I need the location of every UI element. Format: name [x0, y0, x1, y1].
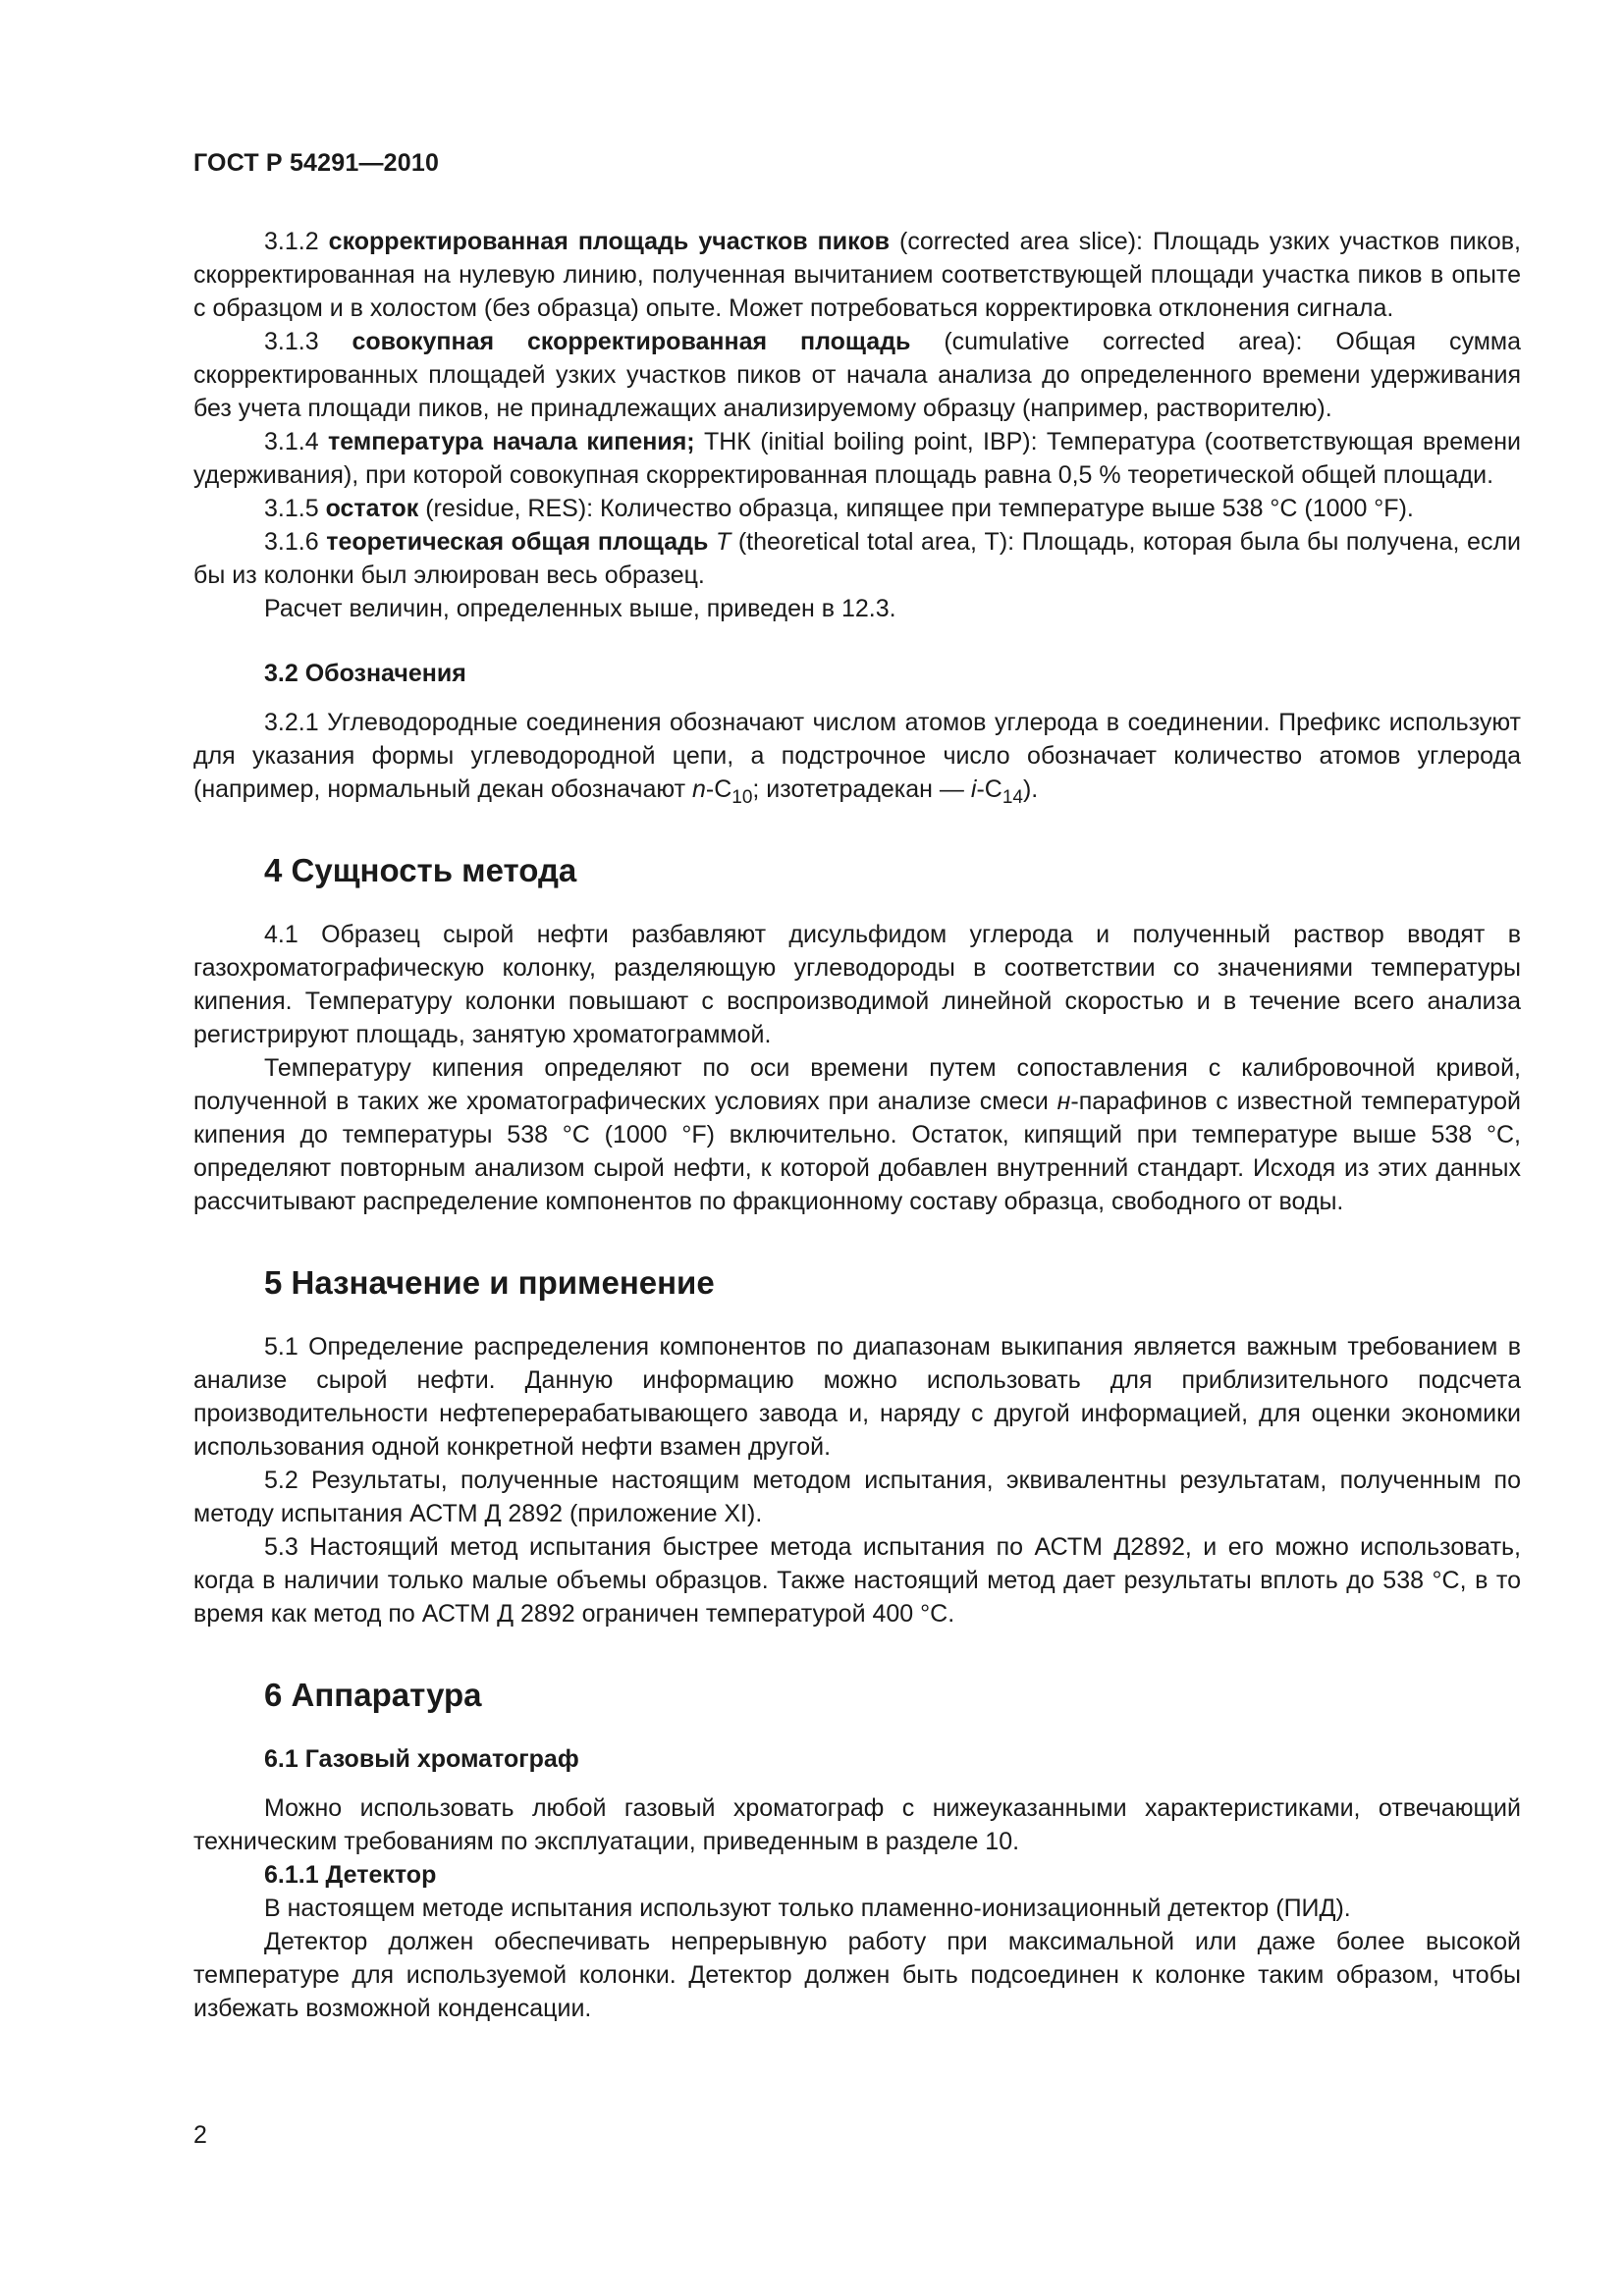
paragraph-6-1-1-a: В настоящем методе испытания используют только пламенно-ионизационный детектор (ПИД). [264, 1895, 1351, 1922]
page-content [193, 225, 1521, 2025]
subsection-6-1-title: 6.1 Газовый хроматограф [264, 1745, 579, 1773]
paragraph-5-1: 5.1 Определение распределения компонентов по диапазонам выкипания является важным требованием в анализе сырой нефти. Данную информацию можно использовать для приблизительного подсчета производительности нефтеперерабатывающего завода и, наряду с другой информацией, для оценки экономики использования одной конкретной нефти взамен другой. [193, 1333, 1521, 1461]
paragraph-5-2: 5.2 Результаты, полученные настоящим методом испытания, эквивалентны результатам, полученным по методу испытания АСТМ Д 2892 (приложение XI). [193, 1467, 1521, 1527]
subsection-6-1-1-title: 6.1.1 Детектор [264, 1861, 437, 1889]
term-3-1-5: 3.1.5 остаток (residue, RES): Количество образца, кипящее при температуре выше 538 °С (1000 °F). [264, 495, 1414, 522]
document-header: ГОСТ Р 54291—2010 [193, 149, 440, 177]
paragraph-5-3: 5.3 Настоящий метод испытания быстрее метода испытания по АСТМ Д2892, и его можно использовать, когда в наличии только малые объемы образцов. Также настоящий метод дает результаты вплоть до 538 °С, в то время как метод по АСТМ Д 2892 ограничен температурой 400 °С. [193, 1533, 1521, 1628]
term-3-1-6: 3.1.6 теоретическая общая площадь T (theoretical total area, Т): Площадь, которая была бы получена, если бы из колонки был элюирован весь образец. [193, 528, 1522, 589]
section-6-title: 6 Аппаратура [264, 1677, 482, 1713]
subsection-3-2-title: 3.2 Обозначения [264, 660, 466, 687]
paragraph-4-1: 4.1 Образец сырой нефти разбавляют дисульфидом углерода и полученный раствор вводят в газохроматографическую колонку, разделяющую углеводороды в соответствии со значениями температуры кипения. Температуру колонки повышают с воспроизводимой линейной скоростью и в течение всего анализа регистрируют площадь, занятую хроматограммой. [193, 921, 1521, 1048]
term-3-1-3: 3.1.3 совокупная скорректированная площадь (cumulative corrected area): Общая сумма скорректированных площадей узких участков пиков от начала анализа до определенного времени удерживания без учета площади пиков, не принадлежащих анализируемому образцу (например, растворителю). [193, 328, 1521, 422]
paragraph-6-1: Можно использовать любой газовый хроматограф с нижеуказанными характеристиками, отвечающий техническим требованиям по эксплуатации, приведенным в разделе 10. [193, 1794, 1521, 1855]
section-4-title: 4 Сущность метода [264, 852, 577, 888]
paragraph-3-2-1: 3.2.1 Углеводородные соединения обозначают числом атомов углерода в соединении. Префикс используют для указания формы углеводородной цепи, а подстрочное число обозначает количество атомов углерода (например, нормальный декан обозначают $n-С_{10}$; изотетрадекан — $i-С_{14}$). [193, 709, 1521, 808]
page-number: 2 [193, 2121, 207, 2149]
term-3-1-2: 3.1.2 скорректированная площадь участков пиков (corrected area slice): Площадь узких участков пиков, скорректированная на нулевую линию, полученная вычитанием соответствующей площади участка пиков в опыте с образцом и в холостом (без образца) опыте. Может потребоваться корректировка отклонения сигнала. [193, 228, 1522, 322]
term-3-1-4: 3.1.4 температура начала кипения; ТНК (initial boiling point, IBP): Температура (соответствующая времени удерживания), при которой совокупная скорректированная площадь равна 0,5 % теоретической общей площади. [193, 428, 1521, 489]
paragraph-6-1-1-b: Детектор должен обеспечивать непрерывную работу при максимальной или даже более высокой температуре для используемой колонки. Детектор должен быть подсоединен к колонке таким образом, чтобы избежать возможной конденсации. [193, 1928, 1521, 2022]
calc-note: Расчет величин, определенных выше, приведен в 12.3. [264, 595, 896, 622]
section-5-title: 5 Назначение и применение [264, 1264, 715, 1301]
paragraph-4-2: Температуру кипения определяют по оси времени путем сопоставления с калибровочной кривой, полученной в таких же хроматографических условиях при анализе смеси н-парафинов с известной температурой кипения до температуры 538 °С (1000 °F) включительно. Остаток, кипящий при температуре выше 538 °С, определяют повторным анализом сырой нефти, к которой добавлен внутренний стандарт. Исходя из этих данных рассчитывают распределение компонентов по фракционному составу образца, свободного от воды. [193, 1054, 1522, 1215]
